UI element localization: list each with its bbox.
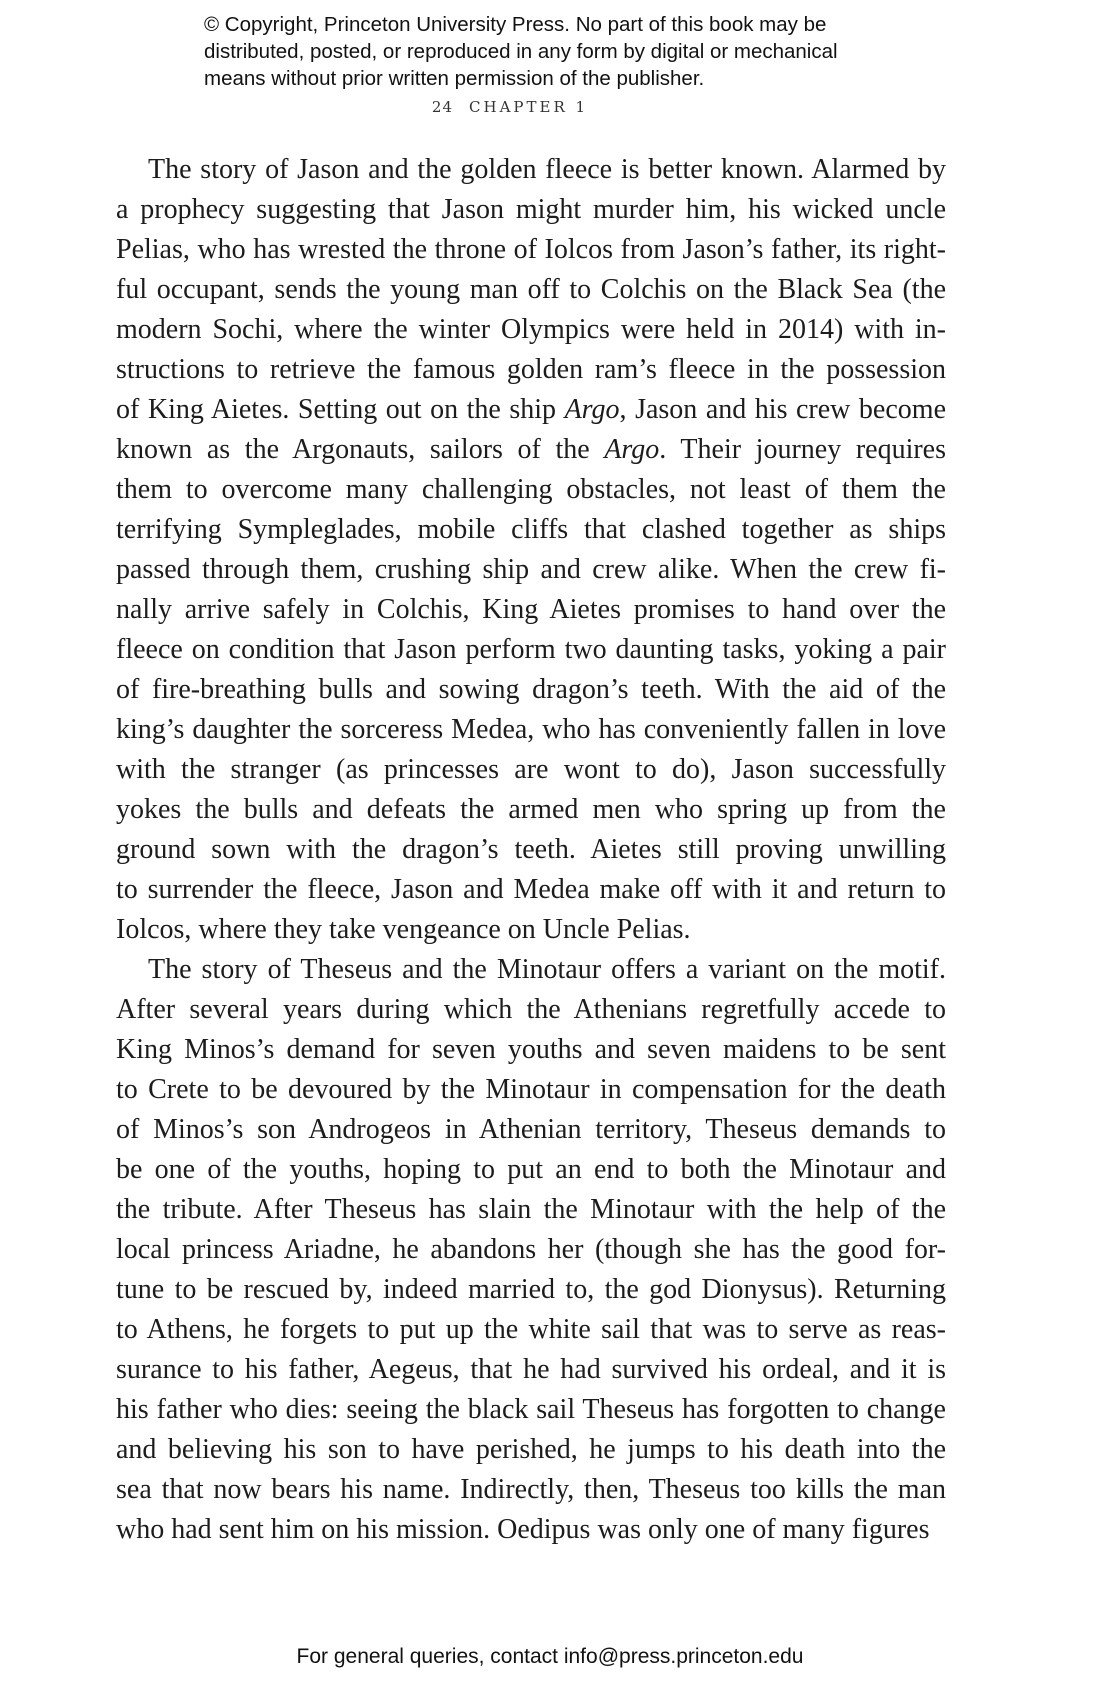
text-line: them to overcome many challenging obstacles, not least of them the (116, 474, 946, 505)
text-line: fleece on condition that Jason perform two daunting tasks, yoking a pair (116, 634, 946, 665)
text-line: Pelias, who has wrested the throne of Iolcos from Jason’s father, its right- (116, 234, 946, 265)
text-line: After several years during which the Athenians regretfully accede to (116, 994, 946, 1025)
text-line: be one of the youths, hoping to put an end to both the Minotaur and (116, 1154, 946, 1185)
text-line: a prophecy suggesting that Jason might murder him, his wicked uncle (116, 194, 946, 225)
text-line: The story of Theseus and the Minotaur offers a variant on the motif. (148, 954, 946, 985)
text-line: local princess Ariadne, he abandons her (though she has the good for- (116, 1234, 946, 1265)
paragraph (116, 950, 946, 1550)
text-line: sea that now bears his name. Indirectly, then, Theseus too kills the man (116, 1474, 946, 1505)
copyright-line: © Copyright, Princeton University Press. No part of this book may be (204, 13, 827, 36)
text-line: ful occupant, sends the young man off to Colchis on the Black Sea (the (116, 274, 946, 305)
text-line: passed through them, crushing ship and crew alike. When the crew fi- (116, 554, 946, 585)
text-line: his father who dies: seeing the black sail Theseus has forgotten to change (116, 1394, 946, 1425)
text-line: to surrender the fleece, Jason and Medea make off with it and return to (116, 874, 946, 905)
text-line: modern Sochi, where the winter Olympics were held in 2014) with in- (116, 314, 946, 345)
copyright-notice (204, 11, 924, 92)
text-line: with the stranger (as princesses are wont to do), Jason successfully (116, 754, 946, 785)
running-head (0, 98, 1020, 116)
text-line: to Crete to be devoured by the Minotaur in compensation for the death (116, 1074, 946, 1105)
text-line: the tribute. After Theseus has slain the Minotaur with the help of the (116, 1194, 946, 1225)
page-number: 24 (431, 98, 454, 116)
text-line: who had sent him on his mission. Oedipus was only one of many figures (116, 1514, 930, 1545)
text-line: ground sown with the dragon’s teeth. Aietes still proving unwilling (116, 834, 946, 865)
body-text (116, 150, 946, 1550)
chapter-label: CHAPTER 1 (469, 98, 589, 116)
text-line: structions to retrieve the famous golden ram’s fleece in the possession (116, 354, 946, 385)
text-line: of Minos’s son Androgeos in Athenian territory, Theseus demands to (116, 1114, 946, 1145)
copyright-line: distributed, posted, or reproduced in any form by digital or mechanical (204, 40, 838, 63)
text-line: yokes the bulls and defeats the armed men who spring up from the (116, 794, 946, 825)
text-line: tune to be rescued by, indeed married to, the god Dionysus). Returning (116, 1274, 946, 1305)
text-line: surance to his father, Aegeus, that he had survived his ordeal, and it is (116, 1354, 946, 1385)
text-line: Iolcos, where they take vengeance on Uncle Pelias. (116, 914, 691, 945)
copyright-line: means without prior written permission of the publisher. (204, 67, 705, 90)
footer-contact: For general queries, contact info@press.princeton.edu (296, 1645, 804, 1668)
text-line: nally arrive safely in Colchis, King Aietes promises to hand over the (116, 594, 946, 625)
text-line: of King Aietes. Setting out on the ship Argo, Jason and his crew become (116, 394, 946, 425)
text-line: of fire-breathing bulls and sowing dragon’s teeth. With the aid of the (116, 674, 946, 705)
text-line: and believing his son to have perished, he jumps to his death into the (116, 1434, 946, 1465)
text-line: The story of Jason and the golden fleece is better known. Alarmed by (148, 154, 946, 185)
paragraph (116, 150, 946, 950)
text-line: terrifying Sympleglades, mobile cliffs that clashed together as ships (116, 514, 946, 545)
text-line: known as the Argonauts, sailors of the Argo. Their journey requires (116, 434, 946, 465)
text-line: to Athens, he forgets to put up the white sail that was to serve as reas- (116, 1314, 946, 1345)
text-line: King Minos’s demand for seven youths and seven maidens to be sent (116, 1034, 946, 1065)
text-line: king’s daughter the sorceress Medea, who has conveniently fallen in love (116, 714, 946, 745)
